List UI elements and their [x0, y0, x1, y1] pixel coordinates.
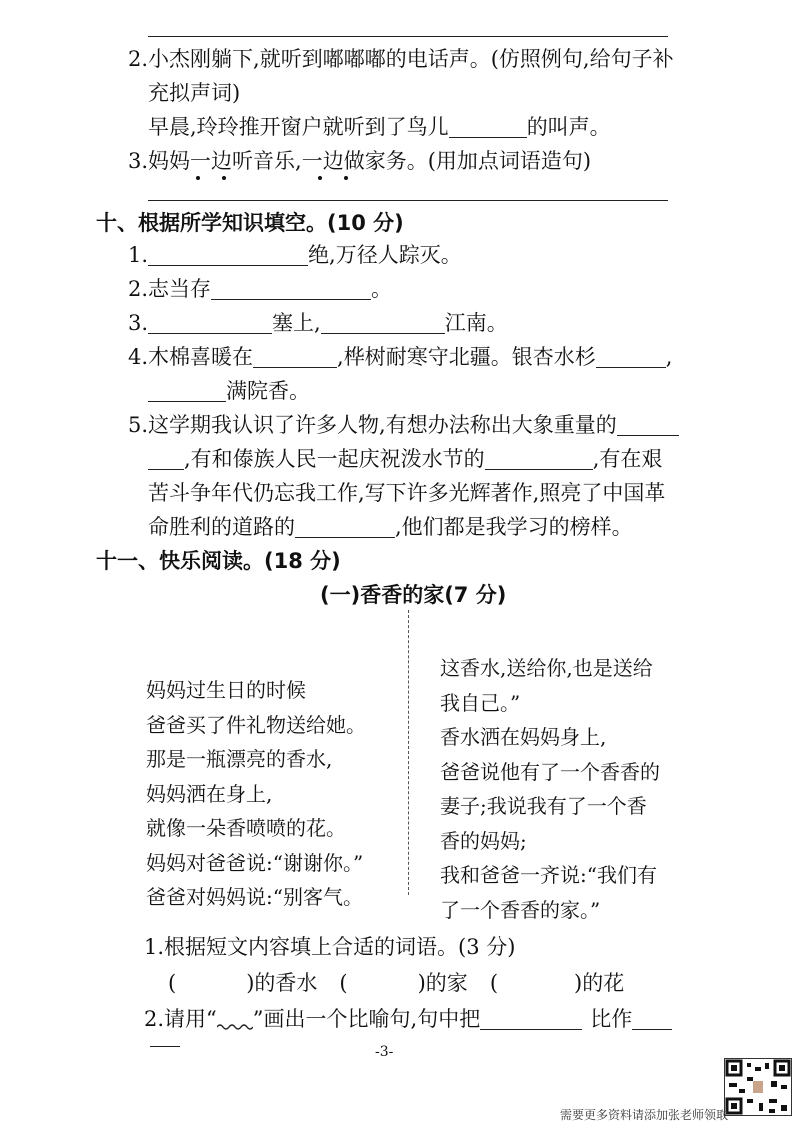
- q3-line: 3.妈妈一边听音乐,一边做家务。(用加点词语造句): [128, 149, 592, 173]
- s10-item3-blank1[interactable]: [148, 311, 272, 334]
- s10-item5-blank1[interactable]: [617, 413, 679, 436]
- rq2-c: 比作: [590, 1007, 633, 1031]
- column-divider: [408, 610, 409, 895]
- poem-right-column: [440, 651, 660, 927]
- s10-item3-blank2[interactable]: [321, 311, 445, 334]
- s10-item2-text: 2.志当存: [128, 277, 212, 301]
- s10-item5-f: ,他们都是我学习的榜样。: [395, 515, 633, 539]
- rq1-item3: )的花: [574, 971, 625, 995]
- s10-item5-b: ,有和傣族人民一起庆祝泼水节的: [184, 447, 485, 471]
- poem-line: 爸爸说他有了一个香香的: [440, 759, 660, 784]
- rq2-a: 2.请用“: [144, 1007, 217, 1031]
- wavy-underline-icon: [217, 1022, 253, 1032]
- poem-line: 妻子;我说我有了一个香: [440, 794, 647, 818]
- q2-answer-line: [148, 112, 611, 142]
- s10-item3-end: 江南。: [444, 311, 508, 335]
- s10-item5-line2: [148, 444, 662, 474]
- q2-line1: 2.小杰刚躺下,就听到嘟嘟嘟的电话声。(仿照例句,给句子补: [128, 47, 674, 71]
- paren-open: (: [489, 971, 499, 995]
- s10-item4-blank1[interactable]: [253, 345, 337, 368]
- poem-line: 这香水,送给你,也是送给: [440, 656, 653, 680]
- poem-left-column: [146, 673, 366, 915]
- emphasis-dot: [196, 176, 200, 180]
- rq2-blank2[interactable]: [632, 1007, 672, 1030]
- s10-item5-blank3[interactable]: [295, 515, 395, 538]
- poem-line: 香的妈妈;: [440, 828, 527, 853]
- s10-item5-line4: [148, 512, 633, 542]
- poem-line: 就像一朵香喷喷的花。: [146, 816, 346, 840]
- s10-item2-blank[interactable]: [211, 277, 371, 300]
- page-number: -3-: [375, 1044, 394, 1060]
- reading-q2: [144, 1004, 672, 1034]
- paren-open: (: [339, 971, 348, 995]
- s10-item5-blank2[interactable]: [485, 447, 593, 470]
- poem-line: 香水洒在妈妈身上,: [440, 725, 607, 749]
- section-10-title: 十、根据所学知识填空。(10 分): [96, 211, 404, 235]
- s10-item1-num: 1.: [128, 243, 149, 267]
- rq2-b: ”画出一个比喻句,句中把: [252, 1007, 481, 1031]
- section-11-title: 十一、快乐阅读。(18 分): [96, 549, 341, 573]
- s10-item4-blank2[interactable]: [596, 345, 666, 368]
- s10-item5-blank1-cont[interactable]: [148, 447, 184, 470]
- s10-item1-text: 绝,万径人踪灭。: [308, 243, 462, 267]
- s10-item4-a: 4.木棉喜暖在: [128, 345, 254, 369]
- answer-line-top: [148, 36, 668, 37]
- emphasis-dot: [344, 176, 348, 180]
- rq2-blank1[interactable]: [480, 1007, 582, 1030]
- q2-line2: 充拟声词): [148, 81, 241, 105]
- rq1-item2: )的家: [417, 971, 468, 995]
- poem-line: 那是一瓶漂亮的香水,: [146, 747, 333, 771]
- poem-line: 爸爸买了件礼物送给她。: [146, 712, 366, 737]
- s10-item2-end: 。: [371, 277, 393, 301]
- s10-item4-c: ,: [665, 345, 673, 369]
- poem-line: 妈妈过生日的时候: [146, 678, 306, 702]
- s10-item1-blank[interactable]: [148, 243, 308, 266]
- poem-line: 我和爸爸一齐说:“我们有: [440, 863, 657, 887]
- s10-item1: [128, 240, 462, 270]
- emphasis-dot: [318, 176, 322, 180]
- s10-item4-b: ,桦树耐寒守北疆。银杏水杉: [337, 345, 596, 369]
- q2-blank[interactable]: [449, 115, 527, 138]
- s10-item4-d: 满院香。: [226, 379, 310, 403]
- qr-code-icon: [724, 1058, 792, 1116]
- q2-answer-suffix: 的叫声。: [526, 115, 611, 139]
- s10-item5-line1: [128, 410, 679, 440]
- s10-item4-line2: [148, 376, 310, 406]
- s10-item2: [128, 274, 392, 304]
- s10-item5-c: ,有在艰: [592, 447, 663, 471]
- s10-item5-e: 命胜利的道路的: [148, 515, 295, 539]
- poem-line: 了一个香香的家。”: [440, 897, 601, 922]
- poem-line: 我自己。”: [440, 690, 521, 715]
- s10-item3-mid: 塞上,: [272, 311, 321, 335]
- poem-line: 妈妈对爸爸说:“谢谢你。”: [146, 850, 364, 875]
- s10-item4-line1: [128, 342, 672, 372]
- s10-item5-a: 5.这学期我认识了许多人物,有想办法称出大象重量的: [128, 413, 617, 437]
- s10-item3-num: 3.: [128, 311, 149, 335]
- emphasis-dot: [222, 176, 226, 180]
- reading-q1-answers: [168, 968, 624, 998]
- rq1-item1: )的香水: [246, 971, 318, 995]
- poem-line: 爸爸对妈妈说:“别客气。: [146, 885, 363, 909]
- s10-item3: [128, 308, 508, 338]
- poem-line: 妈妈洒在身上,: [146, 781, 273, 806]
- answer-line-q3[interactable]: [148, 200, 668, 201]
- answer-line-bottom: [150, 1046, 180, 1047]
- s10-item4-blank3[interactable]: [148, 379, 226, 402]
- q2-answer-prefix: 早晨,玲玲推开窗户就听到了鸟儿: [148, 115, 449, 139]
- footer-note: 需要更多资料请添加张老师领取: [560, 1108, 729, 1122]
- reading-q1-title: 1.根据短文内容填上合适的词语。(3 分): [144, 935, 516, 959]
- s10-item5-line3: 苦斗争年代仍忘我工作,写下许多光辉著作,照亮了中国革: [148, 481, 666, 505]
- passage-title: (一)香香的家(7 分): [320, 583, 507, 607]
- paren-open: (: [168, 971, 177, 995]
